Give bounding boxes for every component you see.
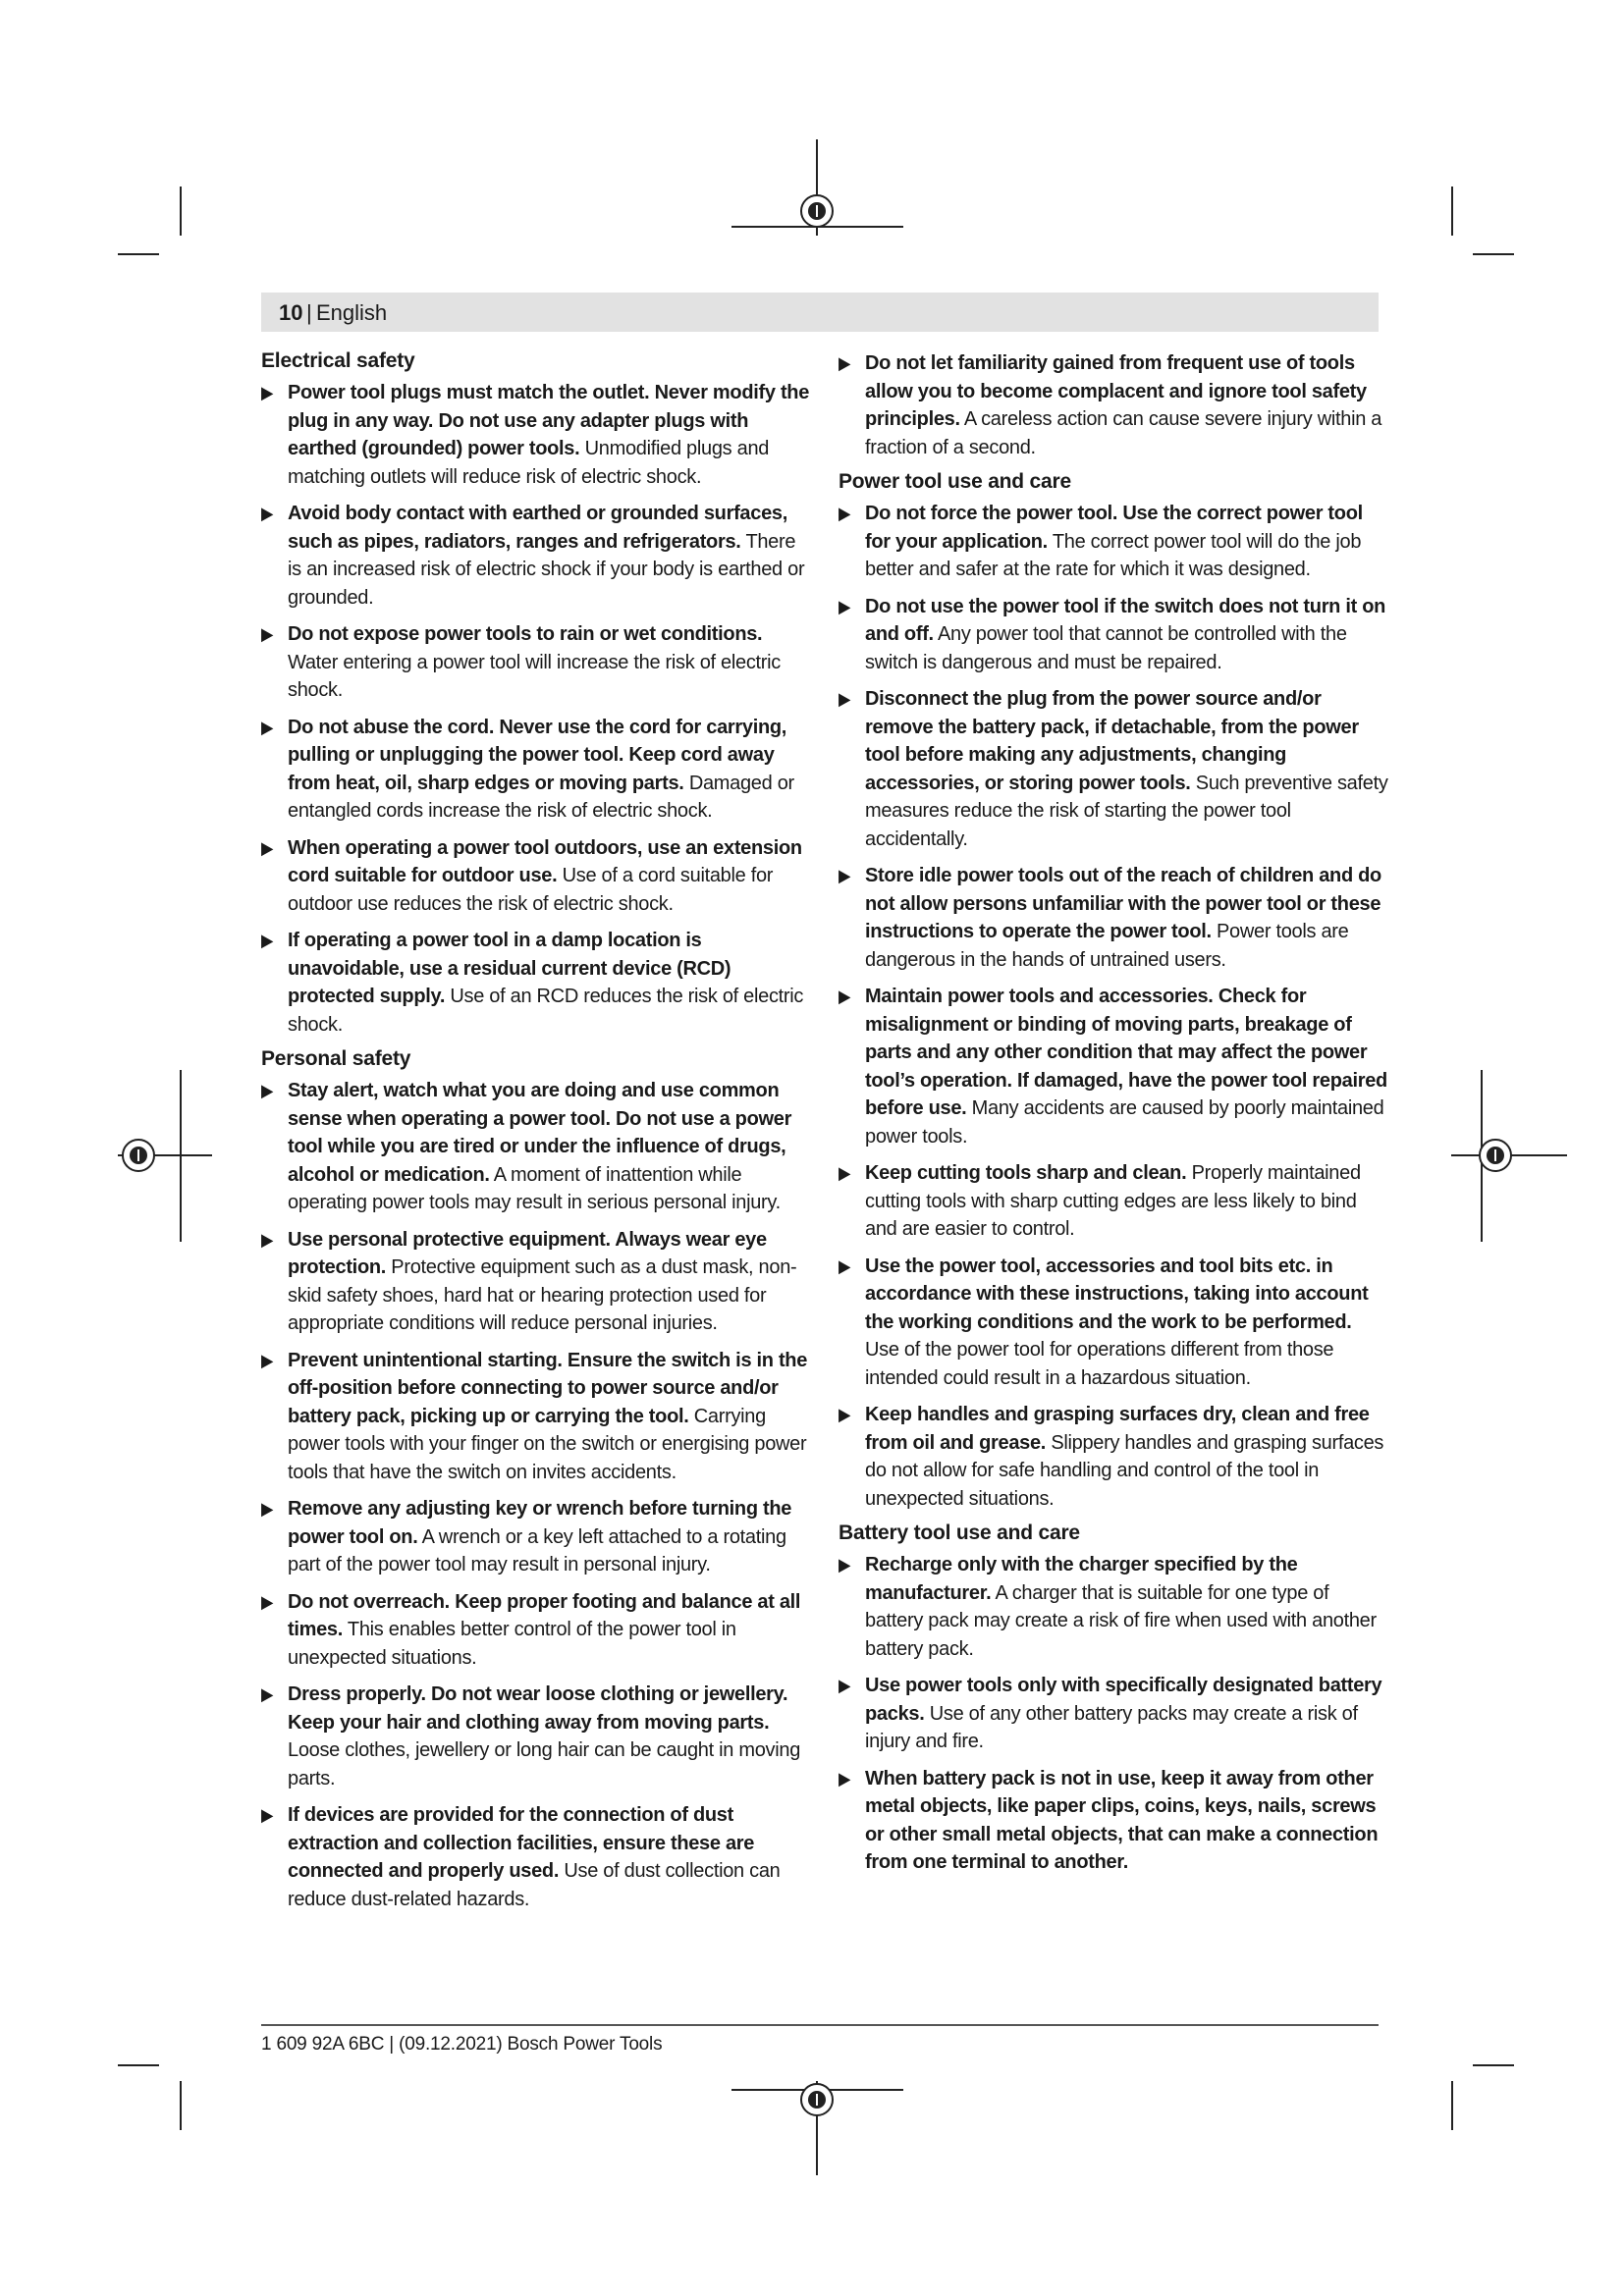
header-language: English	[316, 300, 388, 325]
bullet-arrow-icon: ▶	[839, 596, 851, 616]
section-battery-tool-use	[839, 1522, 1388, 1877]
bullet-arrow-icon: ▶	[261, 717, 274, 737]
bullet-arrow-icon: ▶	[839, 1676, 851, 1695]
item-bold-text: Stay alert, watch what you are doing and use common sense when operating a power tool. Do not use a power tool while you are tired or under the influence of drugs, alcohol or medication.	[288, 1080, 792, 1186]
item-text: Any power tool that cannot be controlled with the switch is dangerous and must be repaired.	[865, 623, 1347, 673]
crop-mark	[118, 253, 159, 255]
item-bold-text: If operating a power tool in a damp location is unavoidable, use a residual current device (RCD) protected supply.	[288, 930, 731, 1007]
crop-mark	[118, 2064, 159, 2066]
list-item	[261, 1226, 811, 1338]
item-text: Such preventive safety measures reduce the risk of starting the power tool accidentally.	[865, 772, 1388, 850]
item-bold-text: Recharge only with the charger specified by the manufacturer.	[865, 1554, 1298, 1604]
item-bold-text: Keep handles and grasping surfaces dry, clean and free from oil and grease.	[865, 1404, 1370, 1454]
item-bold-text: Keep cutting tools sharp and clean.	[865, 1162, 1187, 1184]
item-text: Properly maintained cutting tools with sharp cutting edges are less likely to bind and are easier to control.	[865, 1162, 1361, 1240]
list-item	[261, 1801, 811, 1913]
item-bold-text: Do not abuse the cord. Never use the cord for carrying, pulling or unplugging the power tool. Keep cord away from heat, oil, sharp edges or moving parts.	[288, 716, 787, 794]
item-text: A moment of inattention while operating power tools may result in serious personal injury.	[288, 1163, 781, 1213]
item-text: Damaged or entangled cords increase the risk of electric shock.	[288, 772, 794, 822]
bullet-arrow-icon: ▶	[839, 987, 851, 1006]
list-item	[839, 685, 1388, 853]
item-bold-text: Prevent unintentional starting. Ensure the switch is in the off-position before connecting to power source and/or battery pack, picking up or carrying the tool.	[288, 1349, 808, 1427]
list-item	[261, 1495, 811, 1579]
item-text: A careless action can cause severe injury within a fraction of a second.	[865, 408, 1382, 458]
bullet-arrow-icon: ▶	[839, 353, 851, 373]
bullet-arrow-icon: ▶	[261, 383, 274, 402]
item-bold-text: Remove any adjusting key or wrench before turning the power tool on.	[288, 1498, 792, 1548]
item-text: Many accidents are caused by poorly maintained power tools.	[865, 1097, 1384, 1148]
list-item	[261, 500, 811, 612]
list-item	[261, 1077, 811, 1217]
item-bold-text: Use the power tool, accessories and tool bits etc. in accordance with these instructions, taking into account the working conditions and the work to be performed.	[865, 1255, 1369, 1333]
item-bold-text: Power tool plugs must match the outlet. Never modify the plug in any way. Do not use any adapter plugs with earthed (grounded) power tools.	[288, 382, 810, 459]
page-footer: 1 609 92A 6BC | (09.12.2021) Bosch Power Tools	[261, 2034, 663, 2055]
list-item	[839, 500, 1388, 584]
footer-divider	[261, 2024, 1379, 2026]
section-title: Power tool use and care	[839, 470, 1071, 493]
item-bold-text: Dress properly. Do not wear loose clothing or jewellery. Keep your hair and clothing away from moving parts.	[288, 1683, 788, 1734]
list-item	[839, 1253, 1388, 1393]
item-text: This enables better control of the power tool in unexpected situations.	[288, 1619, 736, 1669]
item-text: Loose clothes, jewellery or long hair can be caught in moving parts.	[288, 1739, 801, 1789]
item-text: A charger that is suitable for one type of battery pack may create a risk of fire when used with another battery pack.	[865, 1581, 1377, 1660]
item-bold-text: Avoid body contact with earthed or grounded surfaces, such as pipes, radiators, ranges and refrigerators.	[288, 503, 787, 553]
bullet-arrow-icon: ▶	[839, 504, 851, 523]
registration-mark-icon	[800, 2083, 834, 2116]
item-text: There is an increased risk of electric shock if your body is earthed or grounded.	[288, 530, 805, 609]
crop-mark	[1473, 2064, 1514, 2066]
list-item	[261, 620, 811, 705]
item-text: Use of an RCD reduces the risk of electric shock.	[288, 986, 804, 1036]
item-bold-text: When operating a power tool outdoors, use an extension cord suitable for outdoor use.	[288, 836, 802, 886]
page-header	[261, 293, 1379, 332]
bullet-arrow-icon: ▶	[261, 1350, 274, 1370]
item-bold-text: Do not expose power tools to rain or wet conditions.	[288, 623, 763, 645]
list-item	[839, 983, 1388, 1150]
bullet-arrow-icon: ▶	[839, 1555, 851, 1575]
list-item	[261, 1347, 811, 1487]
item-bold-text: Use personal protective equipment. Always wear eye protection.	[288, 1228, 767, 1278]
section-title: Battery tool use and care	[839, 1522, 1080, 1544]
bullet-arrow-icon: ▶	[261, 1229, 274, 1250]
registration-mark-icon	[1479, 1139, 1512, 1172]
list-item	[839, 1672, 1388, 1756]
right-column	[839, 349, 1388, 1886]
section-personal-safety-cont	[839, 349, 1388, 461]
item-text: Water entering a power tool will increase the risk of electric shock.	[288, 651, 781, 701]
item-text: Use of a cord suitable for outdoor use reduces the risk of electric shock.	[288, 865, 774, 915]
item-text: The correct power tool will do the job better and safer at the rate for which it was designed.	[865, 530, 1362, 580]
bullet-arrow-icon: ▶	[261, 931, 274, 950]
bullet-arrow-icon: ▶	[261, 1591, 274, 1612]
registration-mark-icon	[800, 194, 834, 228]
item-text: Use of the power tool for operations different from those intended could result in a hazardous situation.	[865, 1339, 1334, 1389]
list-item	[839, 593, 1388, 677]
crop-mark	[1451, 2081, 1453, 2130]
item-bold-text: Do not overreach. Keep proper footing and balance at all times.	[288, 1590, 801, 1640]
section-electrical-safety	[261, 349, 811, 1039]
list-item	[261, 927, 811, 1039]
item-bold-text: Use power tools only with specifically designated battery packs.	[865, 1675, 1382, 1725]
item-text: Unmodified plugs and matching outlets will reduce risk of electric shock.	[288, 438, 770, 488]
list-item	[839, 349, 1388, 461]
bullet-arrow-icon: ▶	[839, 1255, 851, 1276]
crop-mark	[1451, 187, 1453, 236]
section-power-tool-use	[839, 470, 1388, 1513]
section-title: Personal safety	[261, 1047, 411, 1070]
list-item	[261, 714, 811, 826]
bullet-arrow-icon: ▶	[261, 1805, 274, 1825]
item-text: Protective equipment such as a dust mask, non-skid safety shoes, hard hat or hearing protection used for appropriate conditions will reduce personal injuries.	[288, 1256, 797, 1334]
item-bold-text: Do not use the power tool if the switch does not turn it on and off.	[865, 595, 1386, 645]
item-bold-text: Store idle power tools out of the reach of children and do not allow persons unfamiliar with the power tool or these instructions to operate the power tool.	[865, 865, 1381, 942]
bullet-arrow-icon: ▶	[839, 1768, 851, 1789]
list-item	[261, 1588, 811, 1673]
item-bold-text: Do not let familiarity gained from frequent use of tools allow you to become complacent and ignore tool safety principles.	[865, 352, 1367, 430]
item-text: Power tools are dangerous in the hands of untrained users.	[865, 921, 1349, 971]
bullet-arrow-icon: ▶	[261, 837, 274, 858]
item-bold-text: If devices are provided for the connection of dust extraction and collection facilities, ensure these are connected and properly used.	[288, 1804, 755, 1882]
bullet-arrow-icon: ▶	[261, 1499, 274, 1519]
list-item	[839, 862, 1388, 974]
bullet-arrow-icon: ▶	[261, 624, 274, 644]
section-title: Electrical safety	[261, 349, 415, 372]
item-bold-text: Maintain power tools and accessories. Check for misalignment or binding of moving parts, breakage of parts and any other condition that may affect the power tool’s operation. If damaged, have the power tool repaired before use.	[865, 986, 1387, 1119]
list-item	[839, 1765, 1388, 1877]
item-bold-text: Disconnect the plug from the power source and/or remove the battery pack, if detachable, from the power tool before making any adjustments, changing accessories, or storing power tools.	[865, 688, 1359, 794]
item-text: Use of dust collection can reduce dust-related hazards.	[288, 1860, 781, 1910]
list-item	[261, 834, 811, 919]
list-item	[261, 1681, 811, 1792]
bullet-arrow-icon: ▶	[261, 504, 274, 523]
list-item	[839, 1551, 1388, 1663]
list-item	[839, 1159, 1388, 1244]
bullet-arrow-icon: ▶	[261, 1684, 274, 1704]
bullet-arrow-icon: ▶	[839, 866, 851, 885]
item-bold-text: When battery pack is not in use, keep it away from other metal objects, like paper clips, coins, keys, nails, screws or other small metal objects, that can make a connection from one terminal to another.	[865, 1767, 1379, 1873]
registration-mark-icon	[122, 1139, 155, 1172]
bullet-arrow-icon: ▶	[261, 1081, 274, 1100]
crop-mark	[180, 2081, 182, 2130]
item-text: Use of any other battery packs may create a risk of injury and fire.	[865, 1702, 1358, 1752]
page-number: 10	[279, 300, 303, 325]
crop-mark	[1473, 253, 1514, 255]
bullet-arrow-icon: ▶	[839, 1163, 851, 1183]
item-bold-text: Do not force the power tool. Use the correct power tool for your application.	[865, 503, 1363, 553]
bullet-arrow-icon: ▶	[839, 1405, 851, 1424]
list-item	[261, 379, 811, 491]
list-item	[839, 1401, 1388, 1513]
section-personal-safety	[261, 1047, 811, 1913]
crop-mark	[180, 187, 182, 236]
item-text: A wrench or a key left attached to a rotating part of the power tool may result in personal injury.	[288, 1525, 786, 1575]
left-column	[261, 349, 811, 1922]
header-separator: |	[306, 300, 312, 325]
item-text: Slippery handles and grasping surfaces do not allow for safe handling and control of the tool in unexpected situations.	[865, 1431, 1384, 1510]
item-text: Carrying power tools with your finger on the switch or energising power tools that have the switch on invites accidents.	[288, 1405, 807, 1483]
bullet-arrow-icon: ▶	[839, 689, 851, 709]
